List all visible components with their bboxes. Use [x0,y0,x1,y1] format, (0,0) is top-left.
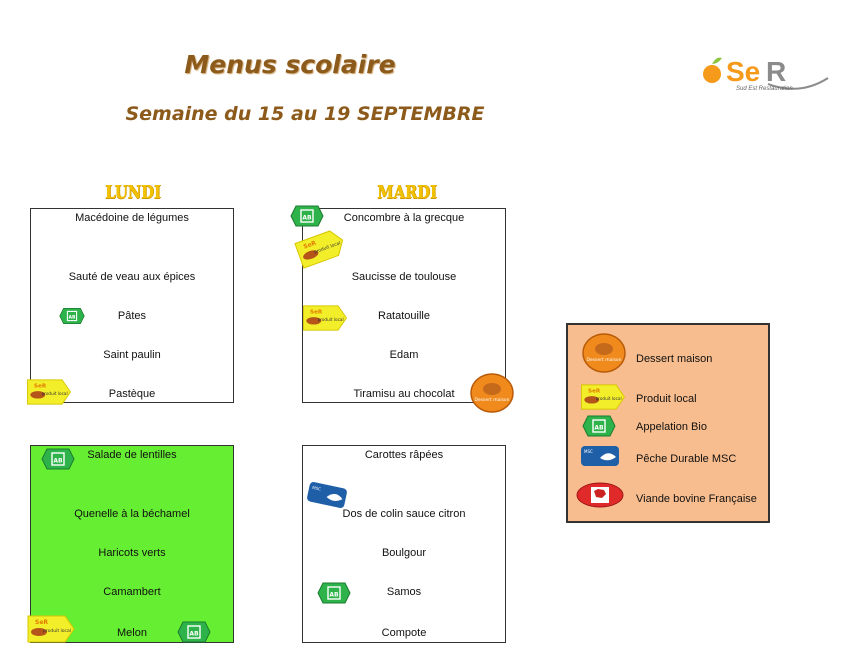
week-subtitle: Semaine du 15 au 19 SEPTEMBRE [125,103,485,125]
dish-fromage: Edam [389,349,419,361]
dish-plat: Saucisse de toulouse [351,271,457,283]
menu-box-right [302,445,506,643]
dish-dessert: Compote [381,627,427,639]
dish-accompagnement: Pâtes [117,310,147,322]
bio-icon [59,306,85,326]
bio-icon [177,621,211,643]
legend-label-dessert: Dessert maison [636,353,713,365]
svg-text:R: R [766,56,787,87]
viande-bovine-icon [576,482,624,508]
dessert-maison-icon [582,333,626,373]
dish-entree: Salade de lentilles [87,449,177,461]
bio-icon [290,205,324,227]
dessert-maison-icon [470,373,514,413]
svg-text:Se: Se [726,56,761,87]
dish-dessert: Melon [117,627,147,639]
dish-plat: Dos de colin sauce citron [342,508,466,520]
dish-fromage: Samos [386,586,422,598]
dish-dessert: Pastèque [108,388,156,400]
dish-accompagnement: Ratatouille [378,310,430,322]
produit-local-icon [300,304,350,332]
page-title: Menus scolaire [184,50,396,79]
dish-entree: Concombre à la grecque [343,212,465,224]
legend-label-viande: Viande bovine Française [636,493,757,505]
legend-panel [566,323,770,523]
produit-local-icon [26,614,76,644]
dish-fromage: Camambert [103,586,161,598]
day-label-mardi: MARDI [377,182,437,203]
dish-entree: Macédoine de légumes [75,212,189,224]
day-label-lundi: LUNDI [105,182,161,203]
legend-label-bio: Appelation Bio [636,421,707,433]
bio-icon [41,448,75,470]
logo-tagline: Sud Est Restauration [736,86,793,92]
ser-logo [700,50,830,92]
logo-fruit-icon [703,65,721,83]
dish-plat: Sauté de veau aux épices [68,271,196,283]
dish-fromage: Saint paulin [103,349,161,361]
produit-local-icon [578,383,628,411]
bio-icon [582,415,616,437]
msc-icon [580,445,620,467]
dish-accompagnement: Haricots verts [98,547,166,559]
dish-plat: Quenelle à la béchamel [74,508,190,520]
dish-dessert: Tiramisu au chocolat [353,388,455,400]
bio-icon [317,582,351,604]
dish-accompagnement: Boulgour [381,547,427,559]
produit-local-icon [25,378,73,406]
dish-entree: Carottes râpées [364,449,444,461]
legend-label-local: Produit local [636,393,697,405]
legend-label-msc: Pêche Durable MSC [636,453,737,465]
